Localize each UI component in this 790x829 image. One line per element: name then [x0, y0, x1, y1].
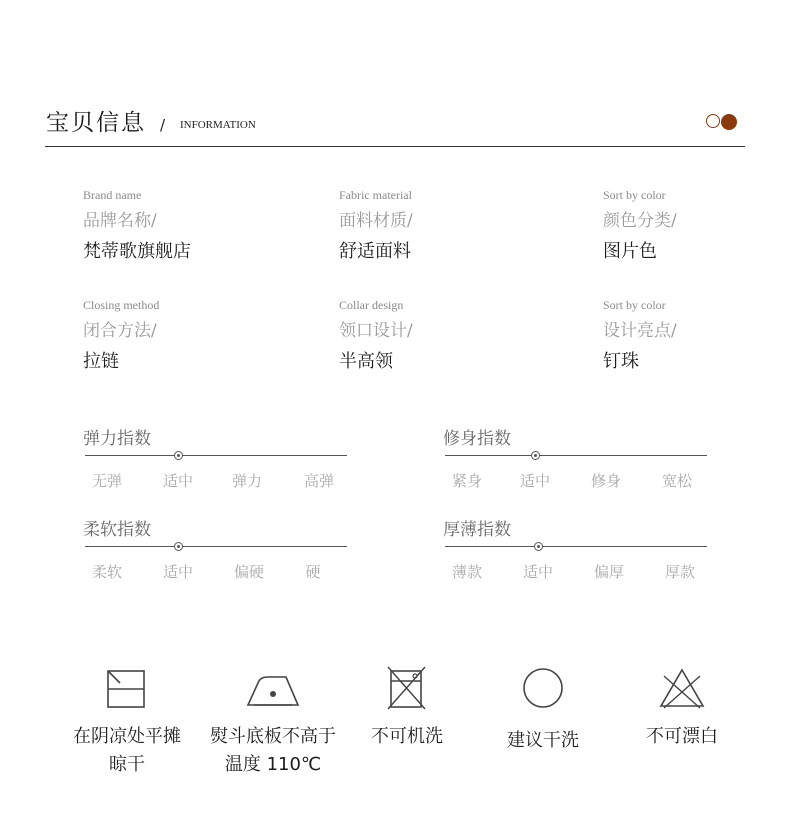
no-machine-wash-icon: [332, 663, 482, 713]
dry-clean-icon: [468, 663, 618, 713]
scale-label: 弹力指数: [83, 429, 151, 449]
scale-marker: [174, 451, 183, 460]
info-cn-label: 闭合方法/: [83, 321, 157, 341]
scale-option: 适中: [162, 472, 193, 490]
info-brand-name: [83, 188, 283, 263]
care-text: 温度 110℃: [224, 754, 322, 775]
scale-option: 厚款: [664, 563, 695, 581]
care-dry-flat: [52, 663, 202, 779]
info-cn-label: 面料材质/: [339, 211, 413, 231]
page-subtitle: INFORMATION: [180, 119, 256, 131]
info-en-label: Fabric material: [339, 188, 412, 202]
dry-flat-shade-icon: [52, 663, 202, 713]
scale-option: 修身: [590, 472, 621, 490]
info-collar-design: [339, 298, 539, 373]
scale-option: 适中: [519, 472, 550, 490]
info-en-label: Collar design: [339, 298, 404, 312]
softness-scale: [83, 515, 353, 595]
scale-label: 厚薄指数: [443, 520, 511, 540]
info-design-highlight: [603, 298, 790, 373]
care-text: 晾干: [109, 754, 145, 775]
care-text: 在阴凉处平摊: [73, 726, 181, 747]
info-color: [603, 188, 790, 263]
outline-dot-icon: [706, 114, 720, 128]
scale-marker: [531, 451, 540, 460]
care-no-machine-wash: [332, 663, 482, 751]
scale-option: 弹力: [231, 472, 262, 490]
thickness-scale: [443, 515, 713, 595]
scale-option: 适中: [522, 563, 553, 581]
scale-marker: [174, 542, 183, 551]
info-value: 钉珠: [603, 351, 639, 372]
elasticity-scale: [83, 424, 353, 504]
scale-option: 无弹: [91, 472, 122, 490]
info-cn-label: 品牌名称/: [83, 211, 157, 231]
info-fabric-material: [339, 188, 539, 263]
scale-option: 偏硬: [233, 563, 264, 581]
info-closing-method: [83, 298, 283, 373]
info-cn-label: 设计亮点/: [603, 321, 677, 341]
care-iron: [198, 663, 348, 779]
title-separator: /: [160, 116, 166, 134]
info-en-label: Sort by color: [603, 188, 666, 202]
info-value: 图片色: [603, 241, 657, 262]
info-en-label: Sort by color: [603, 298, 666, 312]
care-text: 熨斗底板不高于: [210, 726, 336, 747]
scale-label: 修身指数: [443, 429, 511, 449]
scale-option: 柔软: [91, 563, 122, 581]
header-divider: [45, 146, 745, 147]
info-value: 梵蒂歌旗舰店: [83, 241, 191, 262]
filled-dot-icon: [721, 114, 737, 130]
scale-option: 高弹: [303, 472, 334, 490]
care-no-bleach: [607, 663, 757, 751]
scale-option: 偏厚: [593, 563, 624, 581]
care-dry-clean: [468, 663, 618, 755]
scale-option: 硬: [305, 563, 321, 581]
info-value: 半高领: [339, 351, 393, 372]
scale-track: [445, 455, 707, 456]
scale-marker: [534, 542, 543, 551]
fit-scale: [443, 424, 713, 504]
no-bleach-icon: [607, 663, 757, 713]
info-cn-label: 颜色分类/: [603, 211, 677, 231]
scale-option: 薄款: [451, 563, 482, 581]
page-title: 宝贝信息: [46, 110, 146, 136]
scale-track: [445, 546, 707, 547]
scale-track: [85, 455, 347, 456]
care-text: 建议干洗: [507, 730, 579, 751]
care-text: 不可机洗: [371, 726, 443, 747]
scale-track: [85, 546, 347, 547]
iron-icon: [198, 663, 348, 713]
info-en-label: Brand name: [83, 188, 142, 202]
info-en-label: Closing method: [83, 298, 160, 312]
scale-label: 柔软指数: [83, 520, 151, 540]
info-value: 舒适面料: [339, 241, 411, 262]
care-text: 不可漂白: [646, 726, 718, 747]
info-value: 拉链: [83, 351, 119, 372]
scale-option: 紧身: [451, 472, 482, 490]
scale-option: 宽松: [661, 472, 692, 490]
info-cn-label: 领口设计/: [339, 321, 413, 341]
scale-option: 适中: [162, 563, 193, 581]
